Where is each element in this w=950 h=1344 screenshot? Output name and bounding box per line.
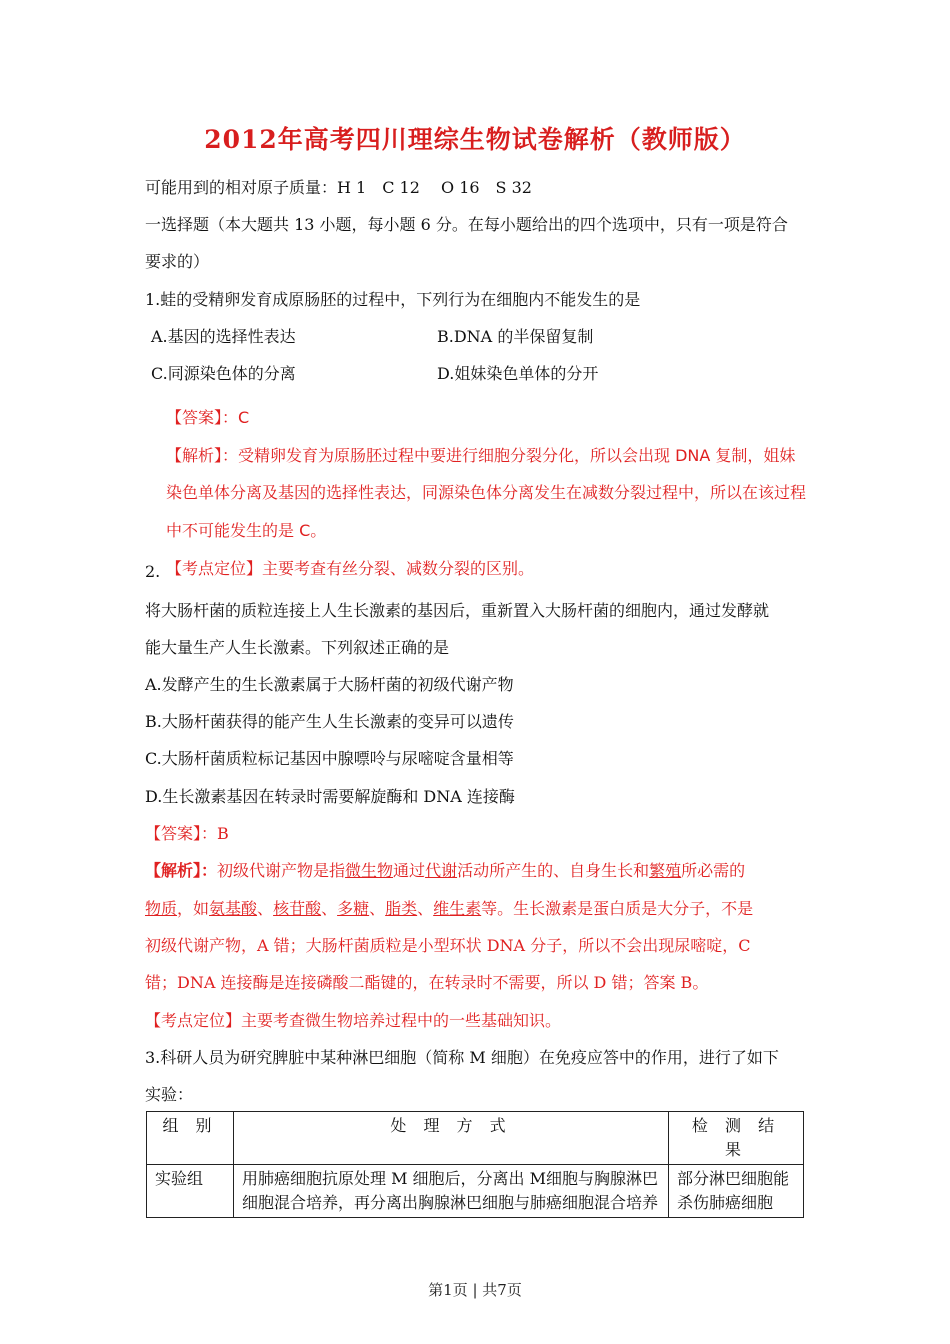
q1-option-c: C.同源染色体的分离 — [151, 364, 296, 383]
section-intro-line1: 一选择题（本大题共 13 小题，每小题 6 分。在每小题给出的四个选项中，只有一项是符合 — [145, 215, 788, 234]
link-vitamin[interactable]: 维生素 — [433, 899, 482, 918]
table-header: 处 理 方 式 — [234, 1112, 669, 1165]
q1-stem: 1.蛙的受精卵发育成原肠胚的过程中，下列行为在细胞内不能发生的是 — [145, 290, 641, 309]
link-substance[interactable]: 物质 — [145, 899, 178, 918]
link-metabolism[interactable]: 代谢 — [425, 861, 458, 880]
q2-answer — [145, 821, 229, 844]
q2-analysis-text: 、 — [417, 899, 434, 918]
q2-answer-value: B — [217, 824, 229, 843]
q2-stem-line2: 能大量生产人生长激素。下列叙述正确的是 — [145, 638, 450, 657]
q1-analysis-line2: 染色单体分离及基因的选择性表达，同源染色体分离发生在减数分裂过程中，所以在该过程 — [166, 483, 807, 502]
q2-analysis-line1 — [145, 858, 745, 881]
table-row — [147, 1165, 804, 1218]
table-cell: 用肺癌细胞抗原处理 M 细胞后，分离出 M细胞与胸腺淋巴细胞混合培养，再分离出胸腺淋巴细胞与肺癌细胞混合培养 — [234, 1165, 669, 1218]
q2-analysis-text: ，如 — [177, 899, 210, 918]
q2-analysis-text: 通过 — [393, 861, 426, 880]
q3-stem-line1: 3.科研人员为研究脾脏中某种淋巴细胞（简称 M 细胞）在免疫应答中的作用，进行了如下 — [145, 1048, 779, 1067]
q2-option-d: D.生长激素基因在转录时需要解旋酶和 DNA 连接酶 — [145, 787, 515, 806]
q2-stem-line1: 将大肠杆菌的质粒连接上人生长激素的基因后，重新置入大肠杆菌的细胞内，通过发酵就 — [145, 601, 770, 620]
q2-analysis-text: 等。生长激素是蛋白质是大分子，不是 — [481, 899, 754, 918]
table-header-row — [147, 1112, 804, 1165]
q2-analysis-line3: 初级代谢产物，A 错；大肠杆菌质粒是小型环状 DNA 分子，所以不会出现尿嘧啶，C — [145, 936, 751, 955]
q2-answer-label: 【答案】： — [145, 824, 218, 843]
q1-analysis-line3: 中不可能发生的是 C。 — [166, 521, 327, 540]
q1-option-a: A.基因的选择性表达 — [151, 327, 296, 346]
link-lipid[interactable]: 脂类 — [385, 899, 418, 918]
table-header: 检 测 结 果 — [669, 1112, 804, 1165]
q1-option-b: B.DNA 的半保留复制 — [437, 327, 594, 346]
q2-analysis-label: 【解析】： — [145, 861, 218, 880]
q2-analysis-text: 、 — [257, 899, 274, 918]
q2-option-c: C.大肠杆菌质粒标记基因中腺嘌呤与尿嘧啶含量相等 — [145, 749, 514, 768]
experiment-table — [146, 1111, 804, 1218]
table-cell: 实验组 — [147, 1165, 234, 1218]
link-microbe[interactable]: 微生物 — [345, 861, 394, 880]
q2-analysis-line2 — [145, 896, 753, 919]
q1-answer: 【答案】：C — [166, 408, 250, 427]
table-cell: 部分淋巴细胞能杀伤肺癌细胞 — [669, 1165, 804, 1218]
q2-analysis-text: 、 — [369, 899, 386, 918]
q1-analysis-line1: 【解析】：受精卵发育为原肠胚过程中要进行细胞分裂分化，所以会出现 DNA 复制，姐妹 — [166, 446, 796, 465]
q3-stem-line2: 实验： — [145, 1085, 194, 1104]
link-polysaccharide[interactable]: 多糖 — [337, 899, 370, 918]
q2-analysis-text: 活动所产生的、自身生长和 — [457, 861, 650, 880]
link-nucleotide[interactable]: 核苷酸 — [273, 899, 322, 918]
q2-number: 2. — [145, 562, 161, 581]
page-footer: 第1页 | 共7页 — [428, 1281, 522, 1299]
q1-option-d: D.姐妹染色单体的分开 — [437, 364, 599, 383]
section-intro-line2: 要求的） — [145, 252, 210, 271]
q2-option-b: B.大肠杆菌获得的能产生人生长激素的变异可以遗传 — [145, 712, 514, 731]
q2-option-a: A.发酵产生的生长激素属于大肠杆菌的初级代谢产物 — [145, 675, 514, 694]
q2-analysis-text: 所必需的 — [681, 861, 746, 880]
atomic-masses: 可能用到的相对原子质量：H 1 C 12 O 16 S 32 — [145, 178, 532, 197]
table-header: 组 别 — [147, 1112, 234, 1165]
q2-key-point: 【考点定位】主要考查微生物培养过程中的一些基础知识。 — [145, 1011, 562, 1030]
q2-analysis-text: 初级代谢产物是指 — [217, 861, 346, 880]
page-title: 2012年高考四川理综生物试卷解析（教师版） — [204, 125, 746, 154]
q2-analysis-line4: 错；DNA 连接酶是连接磷酸二酯键的，在转录时不需要，所以 D 错；答案 B。 — [145, 973, 709, 992]
link-reproduction[interactable]: 繁殖 — [649, 861, 682, 880]
link-amino-acid[interactable]: 氨基酸 — [209, 899, 258, 918]
q2-analysis-text: 、 — [321, 899, 338, 918]
q1-key-point: 【考点定位】主要考查有丝分裂、减数分裂的区别。 — [166, 559, 535, 578]
